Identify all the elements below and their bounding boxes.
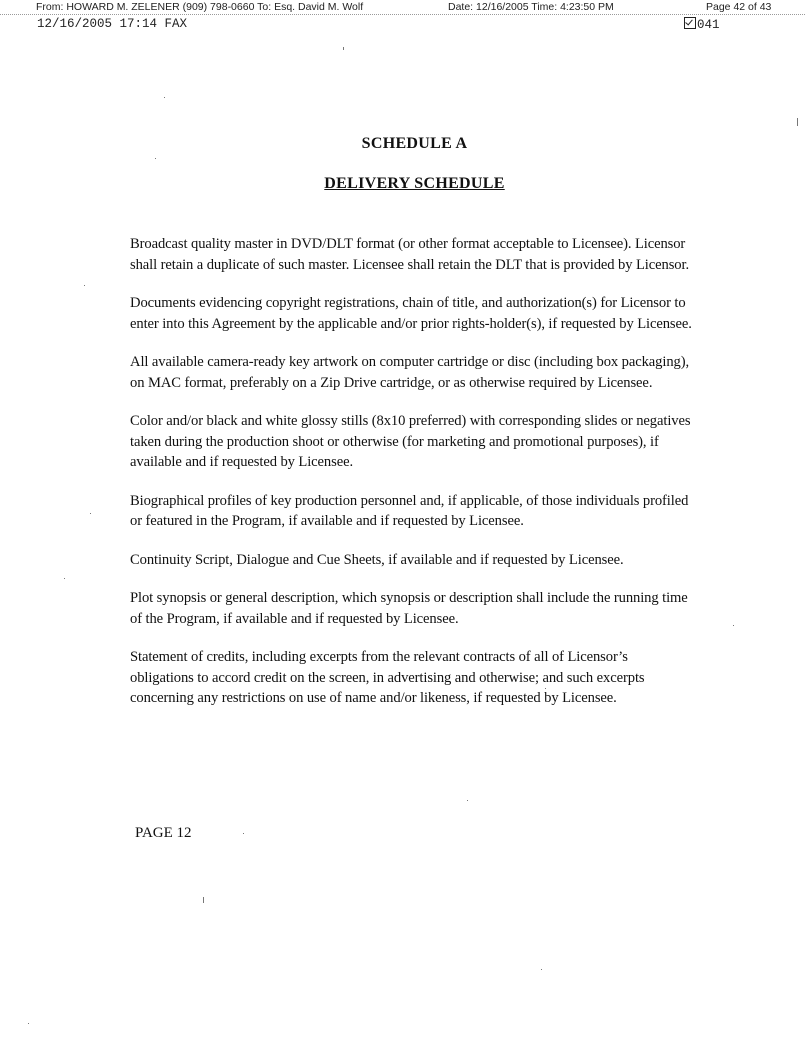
fax-date-line: Date: 12/16/2005 Time: 4:23:50 PM — [448, 1, 614, 13]
fax-speck — [243, 833, 244, 834]
fax-stamp-page-number: 041 — [697, 18, 720, 32]
fax-speck — [467, 800, 468, 801]
fax-page-count: Page 42 of 43 — [706, 1, 772, 13]
checkbox-icon — [684, 17, 696, 29]
paragraph-statement-of-credits: Statement of credits, including excerpts from the relevant contracts of all of Licensor’s obligations to accord credit on the screen, in advertising and otherwise; and such excerpts concerning any restrictions on use of name and/or likeness, if requested by Licensee. — [130, 649, 645, 706]
paragraph-plot-synopsis: Plot synopsis or general description, which synopsis or description shall include the running time of the Program, if available and if requested by Licensee. — [130, 590, 688, 627]
fax-speck — [64, 578, 65, 579]
document-title: SCHEDULE A — [361, 135, 468, 152]
paragraph-key-artwork: All available camera-ready key artwork on computer cartridge or disc (including box packaging), on MAC format, preferably on a Zip Drive cartridge, or as otherwise required by Licensee. — [130, 354, 690, 391]
fax-speck — [797, 118, 798, 126]
fax-stamp-line — [0, 16, 805, 34]
fax-speck — [155, 158, 156, 159]
paragraph-biographical-profiles: Biographical profiles of key production personnel and, if applicable, of those individuals profiled or featured in the Program, if available and if requested by Licensee. — [130, 492, 689, 529]
fax-speck — [28, 1023, 29, 1024]
paragraph-continuity-script: Continuity Script, Dialogue and Cue Sheets, if available and if requested by Licensee. — [130, 551, 624, 568]
fax-speck — [343, 47, 344, 50]
fax-speck — [203, 897, 204, 903]
fax-speck — [545, 688, 546, 689]
fax-speck — [164, 97, 165, 98]
header-divider — [0, 14, 805, 15]
fax-speck — [84, 285, 85, 286]
fax-speck — [90, 513, 91, 514]
fax-from-line: From: HOWARD M. ZELENER (909) 798-0660 To: Esq. David M. Wolf — [36, 1, 364, 13]
page-number-label: PAGE 12 — [135, 825, 192, 841]
fax-stamp-datetime: 12/16/2005 17:14 FAX — [37, 17, 188, 31]
paragraph-broadcast-master: Broadcast quality master in DVD/DLT format (or other format acceptable to Licensee). Licensor shall retain a duplicate of such master. Licensee shall retain the DLT that is provided by Licensor. — [130, 236, 689, 273]
paragraph-copyright-documents: Documents evidencing copyright registrations, chain of title, and authorization(s) for Licensor to enter into this Agreement by the applicable and/or prior rights-holder(s), if requested by Licensee. — [130, 295, 692, 332]
document-body — [130, 234, 695, 727]
paragraph-glossy-stills: Color and/or black and white glossy stills (8x10 preferred) with corresponding slides or negatives taken during the production shoot or otherwise (for marketing and promotional purposes), if available and if requested by Licensee. — [130, 413, 691, 470]
fax-speck — [541, 969, 542, 970]
fax-stamp-page — [684, 17, 720, 32]
fax-header — [0, 0, 805, 14]
fax-speck — [733, 625, 734, 626]
document-subtitle: DELIVERY SCHEDULE — [324, 175, 505, 192]
